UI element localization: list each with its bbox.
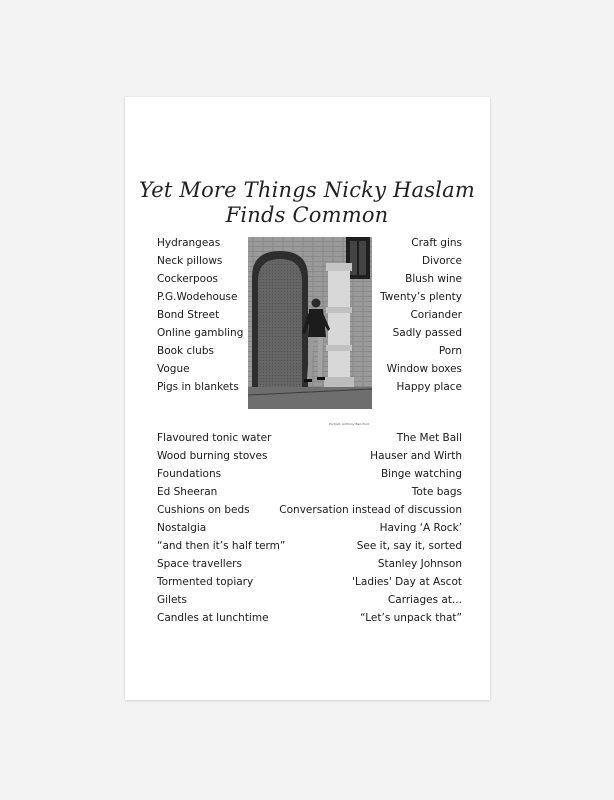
list-item: Wood burning stoves bbox=[157, 450, 268, 462]
list-item: Online gambling bbox=[157, 327, 244, 339]
list-item: Window boxes bbox=[386, 363, 462, 375]
list-item: Sadly passed bbox=[392, 327, 462, 339]
title-line-1: Yet More Things Nicky Haslam bbox=[138, 178, 475, 202]
list-item: Conversation instead of discussion bbox=[279, 504, 462, 516]
title-line-2: Finds Common bbox=[225, 203, 389, 227]
list-item: Cushions on beds bbox=[157, 504, 250, 516]
list-item: Having ‘A Rock’ bbox=[379, 522, 462, 534]
list-item: Gilets bbox=[157, 594, 188, 606]
list-item: See it, say it, sorted bbox=[356, 540, 462, 552]
list-item: Pigs in blankets bbox=[157, 381, 239, 393]
list-item: Craft gins bbox=[411, 237, 462, 249]
list-item: Hauser and Wirth bbox=[370, 450, 462, 462]
list-item: Tormented topiary bbox=[157, 576, 254, 588]
list-item: Flavoured tonic water bbox=[157, 432, 272, 444]
list-item: Stanley Johnson bbox=[377, 558, 462, 570]
list-item: Tote bags bbox=[411, 486, 462, 498]
list-item: Foundations bbox=[157, 468, 222, 480]
portrait-photo bbox=[248, 237, 372, 409]
list-item: Blush wine bbox=[405, 273, 462, 285]
list-item: Book clubs bbox=[157, 345, 214, 357]
list-item: Nostalgia bbox=[157, 522, 207, 534]
list-item: Vogue bbox=[157, 363, 190, 375]
list-item: Space travellers bbox=[157, 558, 242, 570]
list-item: Bond Street bbox=[157, 309, 220, 321]
list-item: Divorce bbox=[422, 255, 462, 267]
list-item: 'Ladies' Day at Ascot bbox=[352, 576, 462, 588]
list-item: P.G.Wodehouse bbox=[157, 291, 238, 303]
list-item: Happy place bbox=[396, 381, 462, 393]
list-item: Coriander bbox=[410, 309, 462, 321]
list-item: Binge watching bbox=[380, 468, 462, 480]
list-item: Candles at lunchtime bbox=[157, 612, 269, 624]
list-item: Neck pillows bbox=[157, 255, 223, 267]
list-item: Twenty’s plenty bbox=[380, 291, 462, 303]
list-item: The Met Ball bbox=[396, 432, 462, 444]
list-item: Carriages at... bbox=[387, 594, 462, 606]
photo-credit: Portrait: Anthony Bancford bbox=[329, 422, 369, 426]
list-item: Hydrangeas bbox=[157, 237, 221, 249]
list-item: Ed Sheeran bbox=[157, 486, 218, 498]
list-item: “and then it’s half term” bbox=[157, 540, 286, 552]
list-item: Cockerpoos bbox=[157, 273, 218, 285]
list-item: Porn bbox=[438, 345, 462, 357]
list-item: “Let’s unpack that” bbox=[360, 612, 462, 624]
